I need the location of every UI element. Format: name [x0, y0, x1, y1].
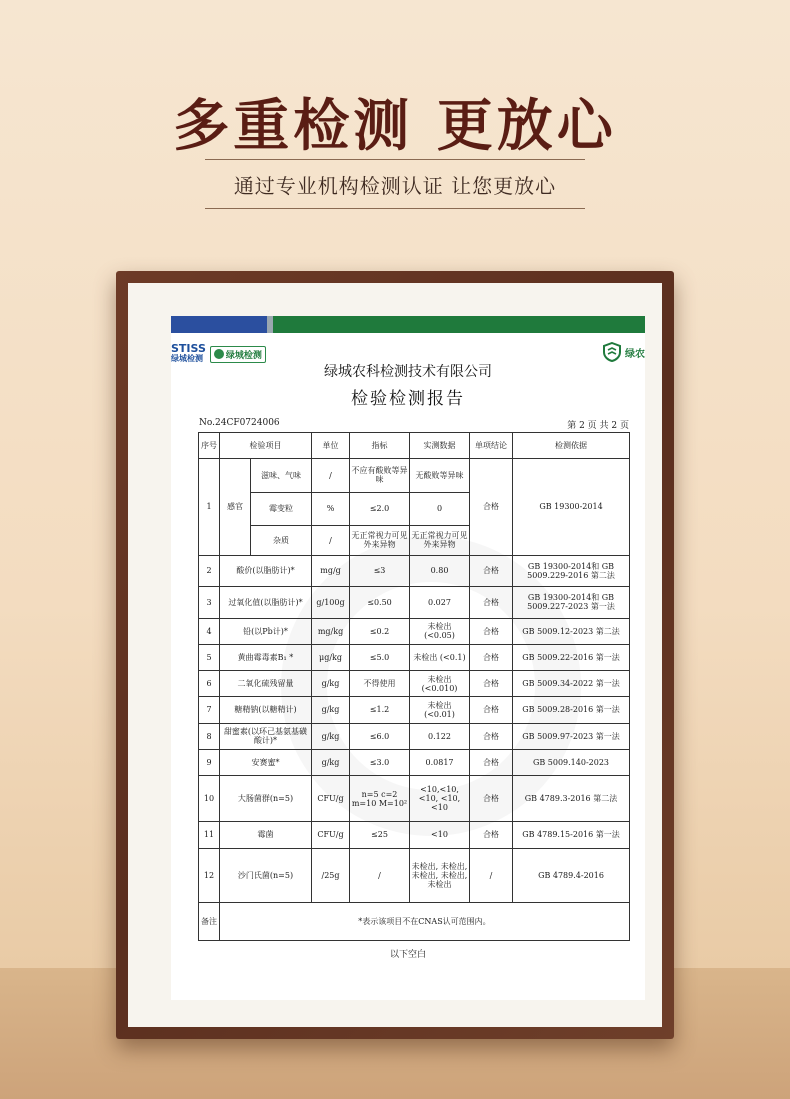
row-number: 9 — [199, 749, 220, 775]
row-result: 合格 — [470, 776, 513, 822]
stiss-logo-text: STISS — [171, 342, 206, 355]
row-item: 二氧化硫残留量 — [220, 671, 312, 697]
row-unit: μg/kg — [312, 644, 350, 670]
row-item: 甜蜜素(以环己基氨基磺酸计)* — [220, 723, 312, 749]
row-basis: GB 19300-2014和 GB 5009.229-2016 第二法 — [513, 555, 630, 587]
row-limit: ≤1.2 — [350, 697, 410, 723]
picture-frame — [116, 271, 674, 1039]
greentown-logo — [210, 346, 266, 363]
row-result: 合格 — [470, 459, 513, 556]
row-number: 10 — [199, 776, 220, 822]
table-row — [199, 644, 630, 670]
row-group: 感官 — [220, 459, 251, 556]
row-measured: 无正常视力可见外来异物 — [410, 526, 470, 555]
row-measured: 0.122 — [410, 723, 470, 749]
row-unit: /25g — [312, 848, 350, 903]
lab-logo-right-text: 绿农 — [625, 348, 645, 360]
row-number: 1 — [199, 459, 220, 556]
row-unit: g/kg — [312, 671, 350, 697]
row-item: 大肠菌群(n=5) — [220, 776, 312, 822]
row-basis: GB 5009.28-2016 第一法 — [513, 697, 630, 723]
row-measured: 未检出 (<0.01) — [410, 697, 470, 723]
row-unit: / — [312, 526, 350, 555]
row-item: 沙门氏菌(n=5) — [220, 848, 312, 903]
remarks-row — [199, 903, 630, 941]
row-measured: 未检出 (<0.1) — [410, 644, 470, 670]
row-basis: GB 5009.97-2023 第一法 — [513, 723, 630, 749]
row-basis: GB 19300-2014和 GB 5009.227-2023 第一法 — [513, 587, 630, 619]
row-limit: / — [350, 848, 410, 903]
row-limit: ≤3.0 — [350, 749, 410, 775]
header-bar-blue — [171, 316, 267, 333]
row-number: 12 — [199, 848, 220, 903]
row-item: 滋味、气味 — [251, 459, 312, 493]
row-limit: ≤6.0 — [350, 723, 410, 749]
frame-mat — [128, 283, 662, 1027]
header-cell: 单项结论 — [470, 433, 513, 459]
stiss-logo-subtext: 绿城检测 — [171, 354, 203, 363]
header-bar-green — [273, 316, 645, 333]
row-basis: GB 5009.22-2016 第一法 — [513, 644, 630, 670]
row-item: 安赛蜜* — [220, 749, 312, 775]
row-number: 11 — [199, 822, 220, 848]
row-measured: 0.027 — [410, 587, 470, 619]
row-measured: 未检出 (<0.05) — [410, 618, 470, 644]
row-limit: ≤5.0 — [350, 644, 410, 670]
row-measured: 未检出, 未检出, 未检出, 未检出, 未检出 — [410, 848, 470, 903]
row-limit: 无正常视力可见外来异物 — [350, 526, 410, 555]
divider-top — [205, 159, 585, 160]
header-cell: 实测数据 — [410, 433, 470, 459]
row-item: 糖精钠(以糖精计) — [220, 697, 312, 723]
row-number: 8 — [199, 723, 220, 749]
row-measured: 无酸败等异味 — [410, 459, 470, 493]
row-number: 4 — [199, 618, 220, 644]
row-limit: 不得使用 — [350, 671, 410, 697]
row-unit: g/kg — [312, 723, 350, 749]
row-measured: 0.0817 — [410, 749, 470, 775]
table-row — [199, 618, 630, 644]
row-result: 合格 — [470, 644, 513, 670]
row-result: 合格 — [470, 671, 513, 697]
row-unit: g/100g — [312, 587, 350, 619]
row-result: 合格 — [470, 822, 513, 848]
row-measured: <10,<10,<10, <10,<10 — [410, 776, 470, 822]
row-item: 黄曲霉毒素B₁ * — [220, 644, 312, 670]
row-number: 3 — [199, 587, 220, 619]
header-cell: 单位 — [312, 433, 350, 459]
row-basis: GB 4789.15-2016 第一法 — [513, 822, 630, 848]
report-number: No.24CF0724006 — [199, 418, 280, 428]
table-row — [199, 749, 630, 775]
table-row — [199, 776, 630, 822]
row-limit: ≤0.50 — [350, 587, 410, 619]
row-number: 7 — [199, 697, 220, 723]
table-header-row — [199, 433, 630, 459]
results-table — [198, 432, 630, 941]
row-item: 霉变粒 — [251, 492, 312, 526]
row-limit: ≤0.2 — [350, 618, 410, 644]
table-row — [199, 671, 630, 697]
row-unit: mg/g — [312, 555, 350, 587]
row-result: 合格 — [470, 697, 513, 723]
row-number: 5 — [199, 644, 220, 670]
row-item: 杂质 — [251, 526, 312, 555]
row-basis: GB 5009.12-2023 第二法 — [513, 618, 630, 644]
header-cell: 指标 — [350, 433, 410, 459]
row-unit: % — [312, 492, 350, 526]
organization-name: 绿城农科检测技术有限公司 — [324, 364, 492, 380]
row-result: 合格 — [470, 723, 513, 749]
row-limit: ≤25 — [350, 822, 410, 848]
page-indicator: 第 2 页 共 2 页 — [567, 421, 629, 431]
row-result: / — [470, 848, 513, 903]
table-row — [199, 723, 630, 749]
row-unit: / — [312, 459, 350, 493]
remarks-text: *表示该项目不在CNAS认可范围内。 — [220, 903, 630, 941]
header-cell: 序号 — [199, 433, 220, 459]
row-result: 合格 — [470, 749, 513, 775]
row-measured: 未检出 (<0.010) — [410, 671, 470, 697]
table-row — [199, 848, 630, 903]
row-item: 铅(以Pb计)* — [220, 618, 312, 644]
subheadline: 通过专业机构检测认证 让您更放心 — [233, 174, 557, 198]
remarks-label: 备注 — [199, 903, 220, 941]
row-result: 合格 — [470, 587, 513, 619]
row-number: 2 — [199, 555, 220, 587]
row-limit: ≤2.0 — [350, 492, 410, 526]
table-row — [199, 587, 630, 619]
row-item: 过氧化值(以脂肪计)* — [220, 587, 312, 619]
lab-logo-right — [602, 342, 645, 362]
row-item: 酸价(以脂肪计)* — [220, 555, 312, 587]
shield-icon — [602, 342, 622, 362]
table-row — [199, 459, 630, 493]
row-unit: CFU/g — [312, 822, 350, 848]
row-basis: GB 4789.4-2016 — [513, 848, 630, 903]
end-of-report-note: 以下空白 — [389, 950, 426, 960]
row-measured: 0 — [410, 492, 470, 526]
row-unit: g/kg — [312, 749, 350, 775]
table-row — [199, 555, 630, 587]
row-basis: GB 5009.140-2023 — [513, 749, 630, 775]
header-cell: 检测依据 — [513, 433, 630, 459]
row-limit: 不应有酸败等异味 — [350, 459, 410, 493]
row-result: 合格 — [470, 618, 513, 644]
row-limit: n=5 c=2 m=10 M=10² — [350, 776, 410, 822]
row-basis: GB 5009.34-2022 第一法 — [513, 671, 630, 697]
row-unit: CFU/g — [312, 776, 350, 822]
greentown-logo-text: 绿城检测 — [225, 350, 262, 361]
test-report-document — [171, 316, 645, 1000]
table-row — [199, 822, 630, 848]
row-item: 霉菌 — [220, 822, 312, 848]
clover-icon — [214, 349, 224, 359]
report-title: 检验检测报告 — [351, 389, 465, 409]
row-limit: ≤3 — [350, 555, 410, 587]
header-cell: 检验项目 — [220, 433, 312, 459]
headline: 多重检测 更放心 — [173, 94, 617, 159]
divider-bottom — [205, 208, 585, 209]
row-basis: GB 19300-2014 — [513, 459, 630, 556]
table-row — [199, 697, 630, 723]
row-result: 合格 — [470, 555, 513, 587]
row-number: 6 — [199, 671, 220, 697]
row-unit: g/kg — [312, 697, 350, 723]
row-measured: 0.80 — [410, 555, 470, 587]
row-basis: GB 4789.3-2016 第二法 — [513, 776, 630, 822]
row-measured: <10 — [410, 822, 470, 848]
row-unit: mg/kg — [312, 618, 350, 644]
